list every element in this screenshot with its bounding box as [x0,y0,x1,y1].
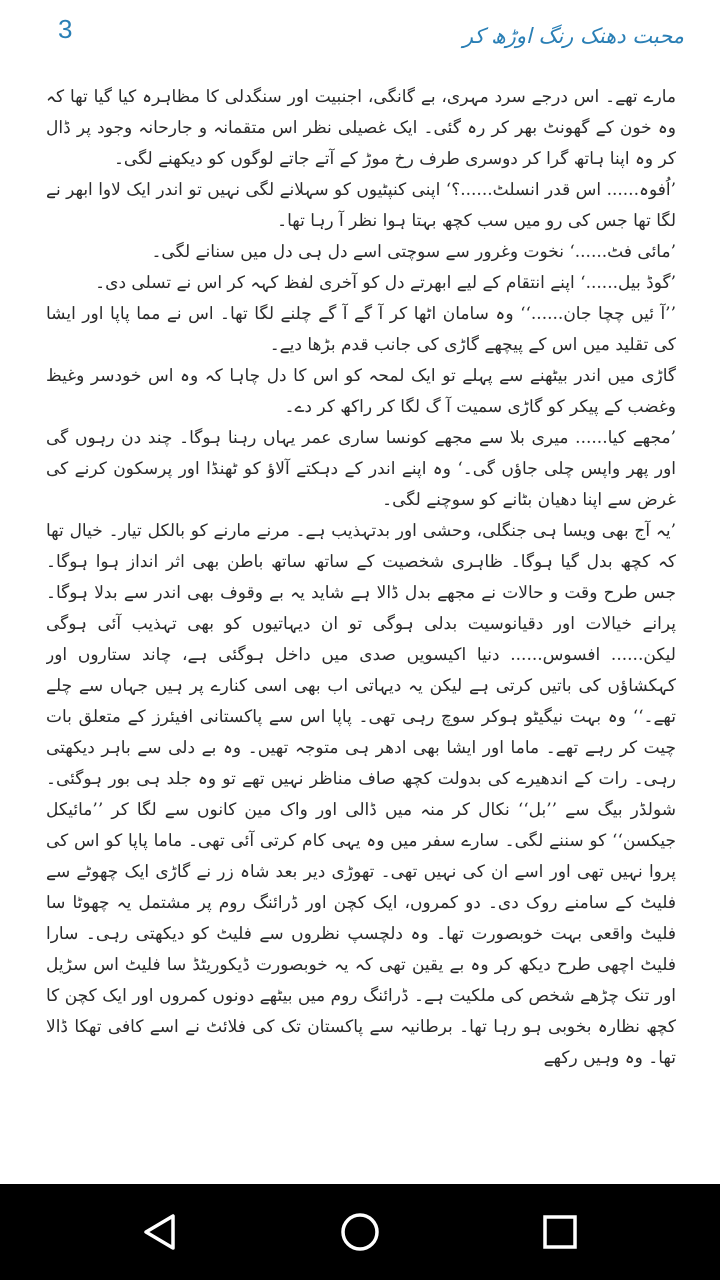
paragraph: مارے تھے۔ اس درجے سرد مہری، بے گانگی، اجنبیت اور سنگدلی کا مظاہرہ کیا گیا تھا کہ وہ خون کے گھونٹ بھر کر رہ گئی۔ ایک غصیلی نظر اس متقمانہ و جارحانہ وجود پر ڈال کر وہ اپنا ہاتھ گرا کر دوسری طرف رخ موڑ کے آتے جاتے لوگوں کو دیکھنے لگی۔ [46,87,676,169]
paragraph: ’اُفوہ...... اس قدر انسلٹ......؟‘ اپنی کنپٹیوں کو سہلانے لگی نہیں تو اندر ایک لاوا ابھر نے لگا تھا جس کی رو میں سب کچھ بہتا ہوا نظر آ رہا تھا۔ [46,180,676,231]
paragraph: ’’آ ئیں چچا جان......‘‘ وہ سامان اٹھا کر آ گے آ گے چلنے لگا تھا۔ اس نے مما پاپا اور ایشا کی تقلید میں اس کے پیچھے گاڑی کی جانب قدم بڑھا دیے۔ [46,304,676,355]
paragraph: ’مجھے کیا...... میری بلا سے مجھے کونسا ساری عمر یہاں رہنا ہوگا۔ چند دن رہوں گی اور پھر واپس چلی جاؤں گی۔‘ وہ اپنے اندر کے دہکتے آلاؤ کو ٹھنڈا اور پرسکون کرنے کی غرض سے اپنا دھیان بٹانے کو سوچنے لگی۔ [46,428,676,510]
circle-home-icon [338,1210,382,1254]
recents-button[interactable] [528,1202,592,1262]
paragraph: گاڑی میں اندر بیٹھنے سے پہلے تو ایک لمحہ کو اس کا دل چاہا کہ وہ اس خودسر وغیظ وغضب کے پیکر کو گاڑی سمیت آ گ لگا کر راکھ کر دے۔ [46,366,676,417]
home-button[interactable] [328,1202,392,1262]
page-content[interactable] [46,82,676,1082]
square-recents-icon [540,1212,580,1252]
paragraph: ’گوڈ بیل......‘ اپنے انتقام کے لیے ابھرتے دل کو آخری لفظ کہہ کر اس نے تسلی دی۔ [95,273,676,293]
back-button[interactable] [128,1202,192,1262]
system-navigation-bar [0,1184,720,1280]
paragraph: ’مائی فٹ......‘ نخوت وغرور سے سوچتی اسے دل ہی دل میں سنانے لگی۔ [151,242,676,262]
book-title: محبت دھنک رنگ اوڑھ کر [462,24,684,48]
page-number: 3 [58,14,73,44]
paragraph: ’یہ آج بھی ویسا ہی جنگلی، وحشی اور بدتہذیب ہے۔ مرنے مارنے کو بالکل تیار۔ خیال تھا کہ کچھ بدل گیا ہوگا۔ ظاہری شخصیت کے ساتھ ساتھ باطن بھی اثر انداز ہوا ہوگا۔ جس طرح وقت و حالات نے مجھے بدل ڈالا ہے شاید یہ بے وقوف بھی اندر سے بدلا ہوگا۔ پرانے خیالات اور دقیانوسیت بدلی ہوگی تو ان دیہاتیوں کو بھی تہذیب آئی ہوگی لیکن...... افسوس...... دنیا اکیسویں صدی میں داخل ہوگئی ہے، چاند ستاروں اور کہکشاؤں کی باتیں کرتی ہے لیکن یہ دیہاتی اب بھی اسی کنارے پر ہیں جہاں سے چلے تھے۔‘‘ وہ بہت نیگیٹو ہوکر سوچ رہی تھی۔ پاپا اس سے پاکستانی افیئرز کے متعلق بات چیت کر رہے تھے۔ ماما اور ایشا بھی ادھر ہی متوجہ تھیں۔ وہ بے دلی سے باہر دیکھتی رہی۔ رات کے اندھیرے کی بدولت کچھ صاف مناظر نہیں تھے تو وہ جلد ہی بور ہوگئی۔ شولڈر بیگ سے ’’بل‘‘ نکال کر منہ میں ڈالی اور واک مین کانوں سے لگا کر ’’مائیکل جیکسن‘‘ کو سننے لگی۔ سارے سفر میں وہ یہی کام کرتی آئی تھی۔ ماما پاپا کو اس کی پروا نہیں تھی اور اسے ان کی نہیں تھی۔ تھوڑی دیر بعد شاہ زر نے گاڑی ایک چھوٹے سے فلیٹ کے سامنے روک دی۔ دو کمروں، ایک کچن اور ڈرائنگ روم پر مشتمل یہ چھوٹا سا فلیٹ واقعی بہت خوبصورت تھا۔ وہ دلچسپ نظروں سے فلیٹ کو دیکھتی رہی۔ سارا فلیٹ اچھی طرح دیکھ کر وہ بے یقین تھی کہ یہ خوبصورت ڈیکوریٹڈ سا فلیٹ اس سڑیل اور تنک چڑھے شخص کی ملکیت ہے۔ ڈرائنگ روم میں بیٹھے دونوں کمروں اور ایک کچن کا کچھ نظارہ بخوبی ہو رہا تھا۔ برطانیہ سے پاکستان تک کی فلائٹ نے اسے کافی تھکا ڈالا تھا۔ وہ وہیں رکھے [46,521,676,1068]
triangle-back-icon [140,1212,180,1252]
